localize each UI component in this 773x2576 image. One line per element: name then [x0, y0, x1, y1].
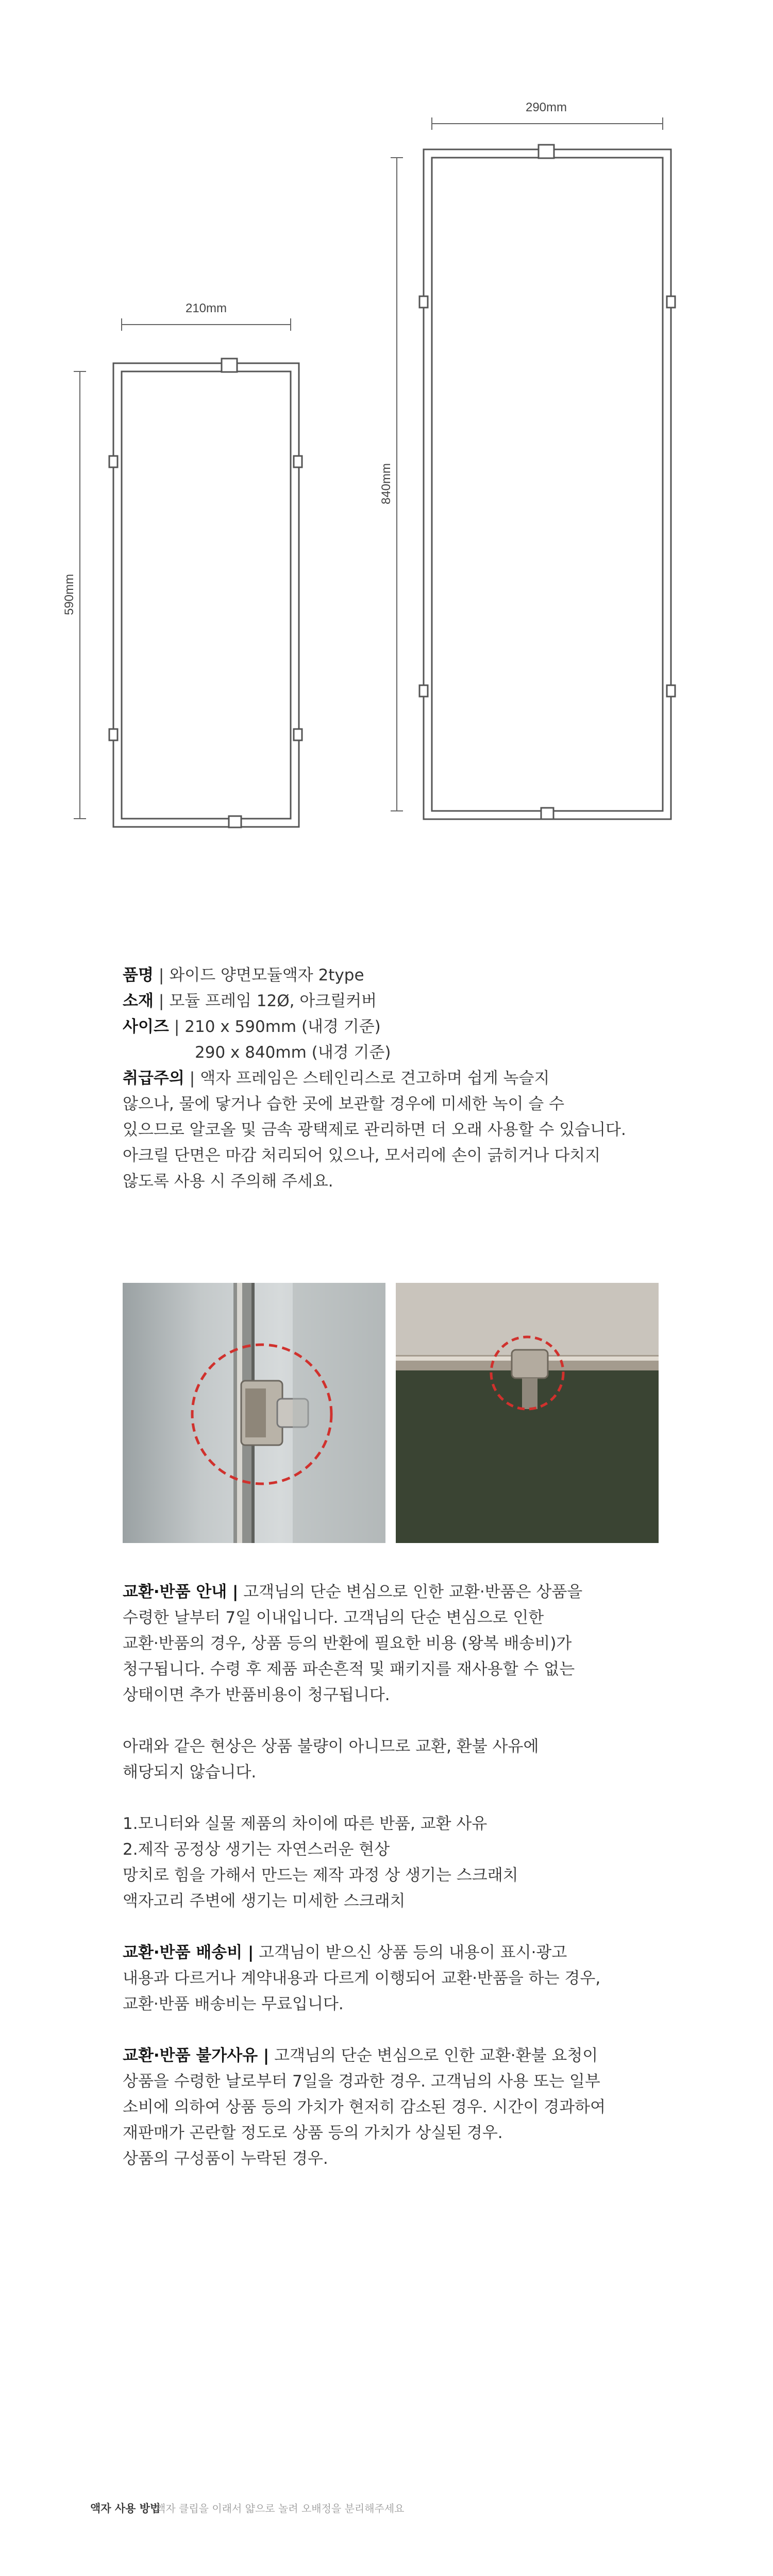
spec-caution-line-1: 않으나, 물에 닿거나 습한 곳에 보관할 경우에 미세한 녹이 슬 수: [123, 1095, 565, 1113]
small-height-label: 590mm: [62, 573, 76, 616]
spec-caution-line-4: 않도록 사용 시 주의해 주세요.: [123, 1172, 333, 1191]
spec-material-row: 소재 | 모듈 프레임 12Ø, 아크릴커버: [123, 988, 679, 1014]
spec-caution-line-3: 아크릴 단면은 마감 처리되어 있으나, 모서리에 손이 긁히거나 다치지: [123, 1146, 601, 1165]
spec-name-label: 품명: [123, 966, 154, 985]
spec-material-value: 모듈 프레임 12Ø, 아크릴커버: [169, 992, 377, 1010]
spec-size-row: 사이즈 | 210 x 590mm (내경 기준): [123, 1014, 679, 1040]
exchange-guide-text-0: 고객님의 단순 변심으로 인한 교환·반품은 상품을: [238, 1583, 583, 1601]
detail-photo-rail: [396, 1283, 659, 1543]
spec-name-row: 품명 | 와이드 양면모듈액자 2type: [123, 962, 679, 988]
howto-title: 액자 사용 방법: [90, 2502, 161, 2515]
shipping-line-2: 교환·반품 배송비는 무료입니다.: [123, 1995, 344, 2013]
impossible-line-1: 상품을 수령한 날로부터 7일을 경과한 경우. 고객님의 사용 또는 일부: [123, 2072, 600, 2091]
impossible-line-0: [123, 2043, 679, 2069]
product-spec: [123, 962, 679, 1194]
shipping-label: 교환·반품 배송비 |: [123, 1943, 254, 1962]
exchange-guide-line-2: 교환·반품의 경우, 상품 등의 반환에 필요한 비용 (왕복 배송비)가: [123, 1634, 572, 1653]
spec-size-row-2: [123, 1040, 679, 1065]
small-frame-dimension-lines: [74, 318, 291, 819]
large-frame-drawing: [419, 145, 675, 819]
exchange-guide-label: 교환·반품 안내 |: [123, 1583, 239, 1601]
spec-caution-line-0: 액자 프레임은 스테인리스로 견고하며 쉽게 녹슬지: [200, 1069, 550, 1088]
not-defect-line-0: 아래와 같은 현상은 상품 불량이 아니므로 교환, 환불 사유에: [123, 1737, 539, 1756]
exchange-guide-line-0: [123, 1579, 679, 1605]
exchange-guide-line-4: 상태이면 추가 반품비용이 청구됩니다.: [123, 1686, 390, 1704]
shipping-line-0: [123, 1940, 679, 1965]
frame-diagram-svg: [0, 0, 773, 907]
shipping-text-0: 고객님이 받으신 상품 등의 내용이 표시·광고: [254, 1943, 567, 1962]
spec-size-value-2: 290 x 840mm (내경 기준): [195, 1043, 391, 1062]
spec-size-label: 사이즈: [123, 1018, 169, 1036]
spec-size-value-1: 210 x 590mm (내경 기준): [184, 1018, 381, 1036]
large-width-label: 290mm: [525, 100, 567, 114]
not-defect-line-1: 해당되지 않습니다.: [123, 1763, 257, 1782]
exchange-return-section: [123, 1579, 679, 2172]
spec-caution-line-2: 있으므로 알코올 및 금속 광택제로 관리하면 더 오래 사용할 수 있습니다.: [123, 1121, 626, 1139]
howto-subtitle: 액자 클립을 이래서 얇으로 놀려 오배정을 분리해주세요: [156, 2502, 405, 2515]
small-frame-drawing: [109, 359, 302, 827]
spec-material-label: 소재: [123, 992, 154, 1010]
small-width-label: 210mm: [185, 301, 227, 315]
spec-caution-row: 취급주의 | 액자 프레임은 스테인리스로 견고하며 쉽게 녹슬지: [123, 1065, 679, 1091]
impossible-line-4: 상품의 구성품이 누락된 경우.: [123, 2149, 328, 2168]
large-height-label: 840mm: [379, 463, 393, 505]
dimension-drawings: [0, 0, 773, 907]
detail-photo-clip: [123, 1283, 385, 1543]
exchange-list-item-1: 2.제작 공정상 생기는 자연스러운 현상: [123, 1840, 390, 1859]
spec-caution-label: 취급주의: [123, 1069, 184, 1088]
exchange-list-item-2: 망치로 힘을 가해서 만드는 제작 과정 상 생기는 스크래치: [123, 1866, 518, 1885]
impossible-line-2: 소비에 의하여 상품 등의 가치가 현저히 감소된 경우. 시간이 경과하여: [123, 2098, 606, 2116]
impossible-text-0: 고객님의 단순 변심으로 인한 교환·환불 요청이: [269, 2046, 598, 2065]
impossible-line-3: 재판매가 곤란할 정도로 상품 등의 가치가 상실된 경우.: [123, 2124, 503, 2142]
exchange-list-item-0: 1.모니터와 실물 제품의 차이에 따른 반품, 교환 사유: [123, 1815, 488, 1833]
impossible-label: 교환·반품 불가사유 |: [123, 2046, 270, 2065]
spec-name-value: 와이드 양면모듈액자 2type: [169, 966, 364, 985]
exchange-list-item-3: 액자고리 주변에 생기는 미세한 스크래치: [123, 1892, 406, 1910]
shipping-line-1: 내용과 다르거나 계약내용과 다르게 이행되어 교환·반품을 하는 경우,: [123, 1969, 601, 1988]
exchange-guide-line-1: 수령한 날부터 7일 이내입니다. 고객님의 단순 변심으로 인한: [123, 1608, 544, 1627]
exchange-guide-line-3: 청구됩니다. 수령 후 제품 파손흔적 및 패키지를 재사용할 수 없는: [123, 1660, 575, 1679]
